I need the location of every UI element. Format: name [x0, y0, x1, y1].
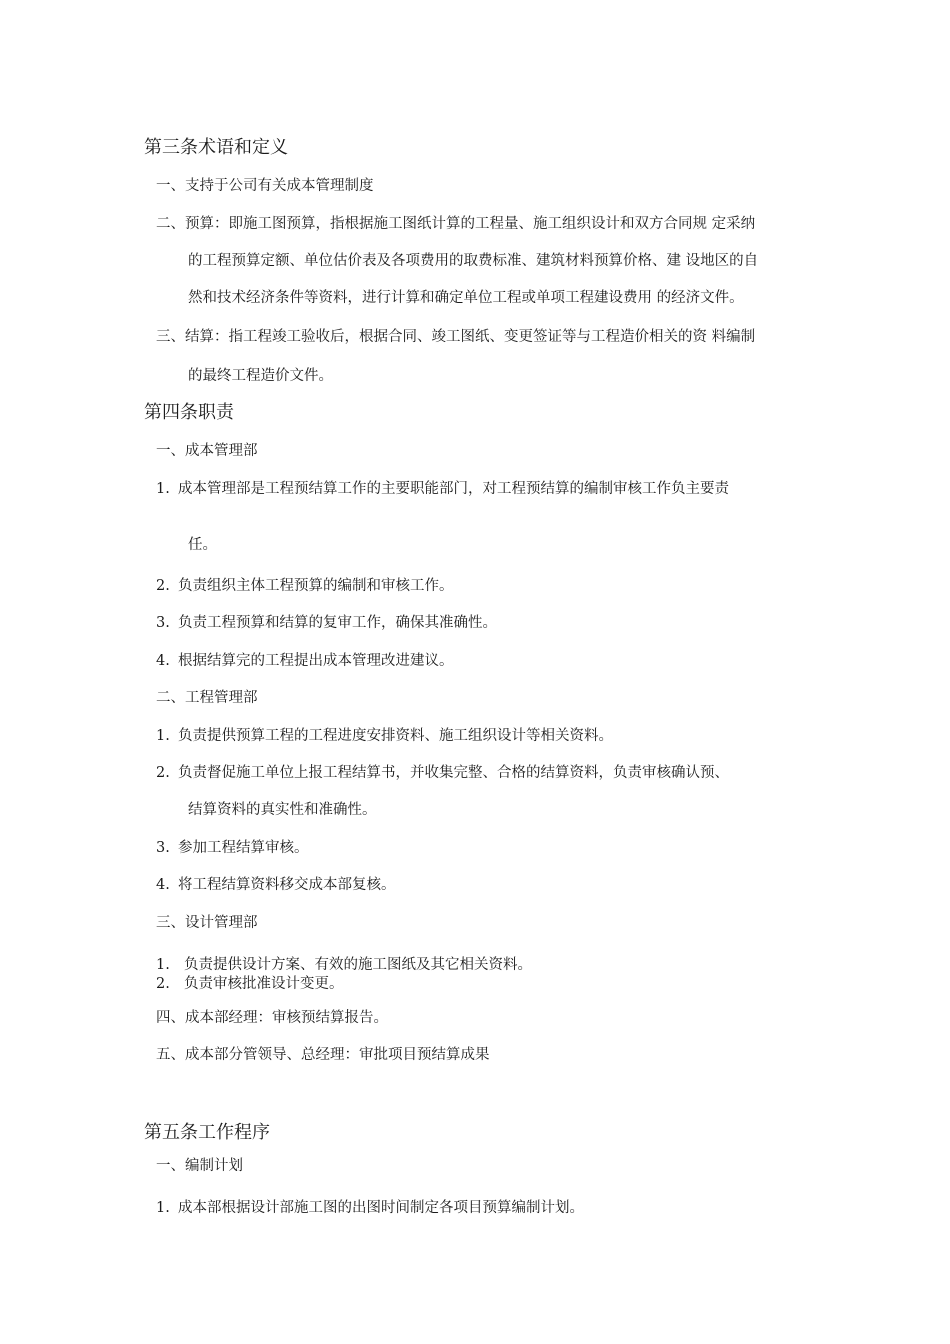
cost-dept-title: 一、成本管理部: [156, 443, 258, 459]
list-number: 1.: [156, 481, 170, 497]
list-text: 将工程结算资料移交成本部复核。: [178, 877, 396, 893]
list-text: 负责提供设计方案、有效的施工图纸及其它相关资料。: [184, 957, 532, 973]
eng-dept-title: 二、工程管理部: [156, 690, 258, 706]
plan-title: 一、编制计划: [156, 1158, 243, 1174]
design-dept-item-2: [156, 975, 344, 993]
eng-dept-item-1: [156, 727, 613, 745]
list-text: 负责审核批准设计变更。: [184, 976, 344, 992]
list-number: 1.: [156, 728, 170, 744]
section-3-item-2-line-1: 二、预算：即施工图预算，指根据施工图纸计算的工程量、施工组织设计和双方合同规 定采纳: [156, 216, 756, 232]
cost-manager-duty: 四、成本部经理：审核预结算报告。: [156, 1010, 388, 1026]
list-text: 参加工程结算审核。: [178, 840, 309, 856]
cost-dept-item-1-cont: 任。: [188, 537, 217, 553]
list-number: 2.: [156, 765, 170, 781]
section-3-item-2-line-2: 的工程预算定额、单位估价表及各项费用的取费标准、建筑材料预算价格、建 设地区的自: [188, 253, 759, 269]
eng-dept-item-3: [156, 839, 309, 857]
list-text: 负责督促施工单位上报工程结算书，并收集完整、合格的结算资料，负责审核确认预、: [178, 765, 729, 781]
list-number: 1.: [156, 1200, 170, 1216]
list-text: 成本部根据设计部施工图的出图时间制定各项目预算编制计划。: [178, 1200, 584, 1216]
cost-dept-item-1: [156, 480, 729, 498]
cost-dept-item-4: [156, 652, 454, 670]
list-number: 2.: [156, 578, 170, 594]
section-3-heading: 第三条术语和定义: [144, 137, 288, 158]
design-dept-item-1: [156, 956, 532, 974]
cost-dept-item-3: [156, 614, 497, 632]
section-3-item-2-line-3: 然和技术经济条件等资料，进行计算和确定单位工程或单项工程建设费用 的经济文件。: [188, 290, 744, 306]
list-text: 负责提供预算工程的工程进度安排资料、施工组织设计等相关资料。: [178, 728, 613, 744]
section-3-item-1: 一、支持于公司有关成本管理制度: [156, 178, 374, 194]
list-number: 4.: [156, 877, 170, 893]
cost-dept-item-2: [156, 577, 454, 595]
section-3-item-3-line-2: 的最终工程造价文件。: [188, 368, 333, 384]
list-number: 3.: [156, 840, 170, 856]
section-5-heading: 第五条工作程序: [144, 1122, 270, 1143]
eng-dept-item-2: [156, 764, 729, 782]
leader-duty: 五、成本部分管领导、总经理：审批项目预结算成果: [156, 1047, 490, 1063]
list-text: 根据结算完的工程提出成本管理改进建议。: [178, 653, 454, 669]
design-dept-title: 三、设计管理部: [156, 915, 258, 931]
list-number: 4.: [156, 653, 170, 669]
eng-dept-item-4: [156, 876, 396, 894]
eng-dept-item-2-cont: 结算资料的真实性和准确性。: [188, 802, 377, 818]
section-4-heading: 第四条职责: [144, 402, 234, 423]
list-text: 负责组织主体工程预算的编制和审核工作。: [178, 578, 454, 594]
list-number: 2.: [156, 976, 170, 992]
list-number: 3.: [156, 615, 170, 631]
list-text: 负责工程预算和结算的复审工作，确保其准确性。: [178, 615, 497, 631]
section-3-item-3-line-1: 三、结算：指工程竣工验收后，根据合同、竣工图纸、变更签证等与工程造价相关的资 料编制: [156, 329, 756, 345]
list-text: 成本管理部是工程预结算工作的主要职能部门，对工程预结算的编制审核工作负主要责: [178, 481, 729, 497]
plan-item-1: [156, 1199, 584, 1217]
list-number: 1.: [156, 957, 170, 973]
